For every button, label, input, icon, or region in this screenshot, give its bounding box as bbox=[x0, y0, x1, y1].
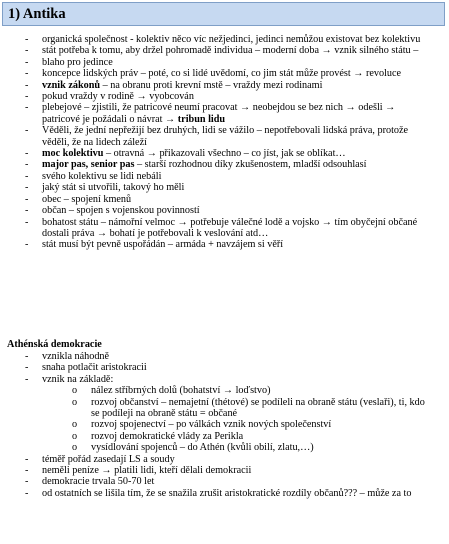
dash-bullet: - bbox=[25, 216, 29, 228]
section-title: Athénská demokracie bbox=[7, 339, 102, 350]
dash-bullet: - bbox=[25, 362, 29, 374]
subitem-text: nález stříbrných dolů (bohatství → loďstvo) bbox=[91, 385, 271, 397]
dash-bullet: - bbox=[25, 170, 29, 182]
dash-bullet: - bbox=[25, 91, 29, 103]
circle-bullet-icon: o bbox=[72, 396, 78, 408]
circle-bullet-icon: o bbox=[72, 430, 78, 442]
athens-list bbox=[0, 351, 449, 499]
dash-bullet: - bbox=[25, 102, 29, 114]
list-item bbox=[0, 171, 449, 182]
dash-bullet: - bbox=[25, 68, 29, 80]
list-item bbox=[0, 351, 449, 362]
list-item bbox=[0, 205, 449, 216]
item-text: Věděli, že jední nepřežijí bez druhých, lidi se vážilo – nepotřebovali lidská práva, protože věděli, že na lidech záleží bbox=[42, 125, 409, 148]
subitem-text: rozvoj občanství – nemajetní (thétové) se podíleli na obraně státu (veslaři), ti, kdo se podíleji na obraně státu = občané bbox=[91, 396, 425, 420]
list-item bbox=[0, 217, 449, 240]
dash-bullet: - bbox=[25, 465, 29, 477]
dash-bullet: - bbox=[25, 79, 29, 91]
dash-bullet: - bbox=[25, 45, 29, 57]
list-item bbox=[0, 239, 449, 250]
item-text: neměli peníze → platili lidi, kteří dělali demokracii bbox=[42, 465, 252, 477]
sub-list-item bbox=[0, 385, 449, 396]
list-item bbox=[0, 148, 449, 159]
dash-bullet: - bbox=[25, 487, 29, 499]
item-text: koncepce lidských práv – poté, co si lidé uvědomí, co jim stát může provést → revoluce bbox=[42, 68, 402, 80]
list-item bbox=[0, 182, 449, 193]
dash-bullet: - bbox=[25, 453, 29, 465]
list-item bbox=[0, 57, 449, 68]
section-heading: 1) Antika bbox=[2, 2, 445, 26]
dash-bullet: - bbox=[25, 34, 29, 45]
sub-list-item bbox=[0, 419, 449, 430]
list-item bbox=[0, 454, 449, 465]
dash-bullet: - bbox=[25, 205, 29, 217]
dash-bullet: - bbox=[25, 56, 29, 68]
item-text: major pas, senior pas – starší rozhodnou díky zkušenostem, mladší odsouhlasí bbox=[42, 159, 367, 171]
item-text: stát musí být pevně uspořádán – armáda + navzájem si věří bbox=[42, 239, 284, 251]
item-text: demokracie trvala 50-70 let bbox=[42, 476, 155, 488]
list-item bbox=[0, 102, 449, 125]
item-text: od ostatních se lišila tím, že se snažila zrušit aristokratické rozdíly občanů??? – může za to bbox=[42, 487, 412, 499]
list-item bbox=[0, 488, 449, 499]
item-text: stát potřeba k tomu, aby držel pohromadě individua – moderní doba → vznik silného státu – bbox=[42, 45, 419, 57]
dash-bullet: - bbox=[25, 125, 29, 137]
list-item bbox=[0, 465, 449, 476]
item-text: moc kolektivu – otravná → přikazovali všechno – co jíst, jak se oblíkat… bbox=[42, 148, 346, 160]
list-item bbox=[0, 476, 449, 487]
subitem-text: rozvoj spojenectví – po válkách vznik nových společenství bbox=[91, 419, 332, 431]
list-item bbox=[0, 374, 449, 385]
dash-bullet: - bbox=[25, 351, 29, 362]
item-text: bohatost státu – námořní velmoc → potřebuje válečné lodě a vojsko → tím obyčejní občané dostali práva → bohatí je potřebovali k veslování atd… bbox=[42, 216, 418, 239]
list-item bbox=[0, 91, 449, 102]
list-item bbox=[0, 68, 449, 79]
list-item bbox=[0, 159, 449, 170]
subitem-text: rozvoj demokratické vlády za Perikla bbox=[91, 430, 244, 442]
list-item bbox=[0, 362, 449, 373]
list-item bbox=[0, 80, 449, 91]
dash-bullet: - bbox=[25, 148, 29, 160]
dash-bullet: - bbox=[25, 182, 29, 194]
list-item bbox=[0, 34, 449, 45]
item-text: obec – spojení kmenů bbox=[42, 193, 132, 205]
item-text: pokud vraždy v rodině → vyobcován bbox=[42, 91, 194, 103]
dash-bullet: - bbox=[25, 193, 29, 205]
antika-list bbox=[0, 34, 449, 251]
subitem-text: vysídlování spojenců – do Athén (kvůli obilí, zlatu,…) bbox=[91, 442, 314, 454]
item-text: téměř pořád zasedají LS a soudy bbox=[42, 453, 175, 465]
item-text: vznik na základě: bbox=[42, 373, 114, 385]
item-text: vznik zákonů – na obranu proti krevní mstě – vraždy mezi rodinami bbox=[42, 79, 323, 91]
item-text: vznikla náhodně bbox=[42, 351, 110, 362]
sub-list-item bbox=[0, 431, 449, 442]
dash-bullet: - bbox=[25, 476, 29, 488]
item-text: blaho pro jedince bbox=[42, 56, 113, 68]
item-text: svého kolektivu se lidi nebáli bbox=[42, 170, 162, 182]
list-item bbox=[0, 194, 449, 205]
item-text: organická společnost - kolektiv něco víc nežjedinci, jedinci nemůžou existovat bez kolektivu bbox=[42, 34, 421, 45]
list-item bbox=[0, 45, 449, 56]
item-text: občan – spojen s vojenskou povinností bbox=[42, 205, 200, 217]
circle-bullet-icon: o bbox=[72, 442, 78, 454]
sub-list-item bbox=[0, 397, 449, 420]
item-text: plebejové – zjistili, že patricové neumí pracovat → neobejdou se bez nich → odešli → patricové je požádali o návrat → tribun lidu bbox=[42, 102, 396, 125]
dash-bullet: - bbox=[25, 239, 29, 251]
circle-bullet-icon: o bbox=[72, 385, 78, 397]
item-text: jaký stát si utvořili, takový ho měli bbox=[42, 182, 185, 194]
dash-bullet: - bbox=[25, 373, 29, 385]
item-text: snaha potlačit aristokracii bbox=[42, 362, 147, 374]
dash-bullet: - bbox=[25, 159, 29, 171]
sub-list-item bbox=[0, 442, 449, 453]
circle-bullet-icon: o bbox=[72, 419, 78, 431]
list-item bbox=[0, 125, 449, 148]
